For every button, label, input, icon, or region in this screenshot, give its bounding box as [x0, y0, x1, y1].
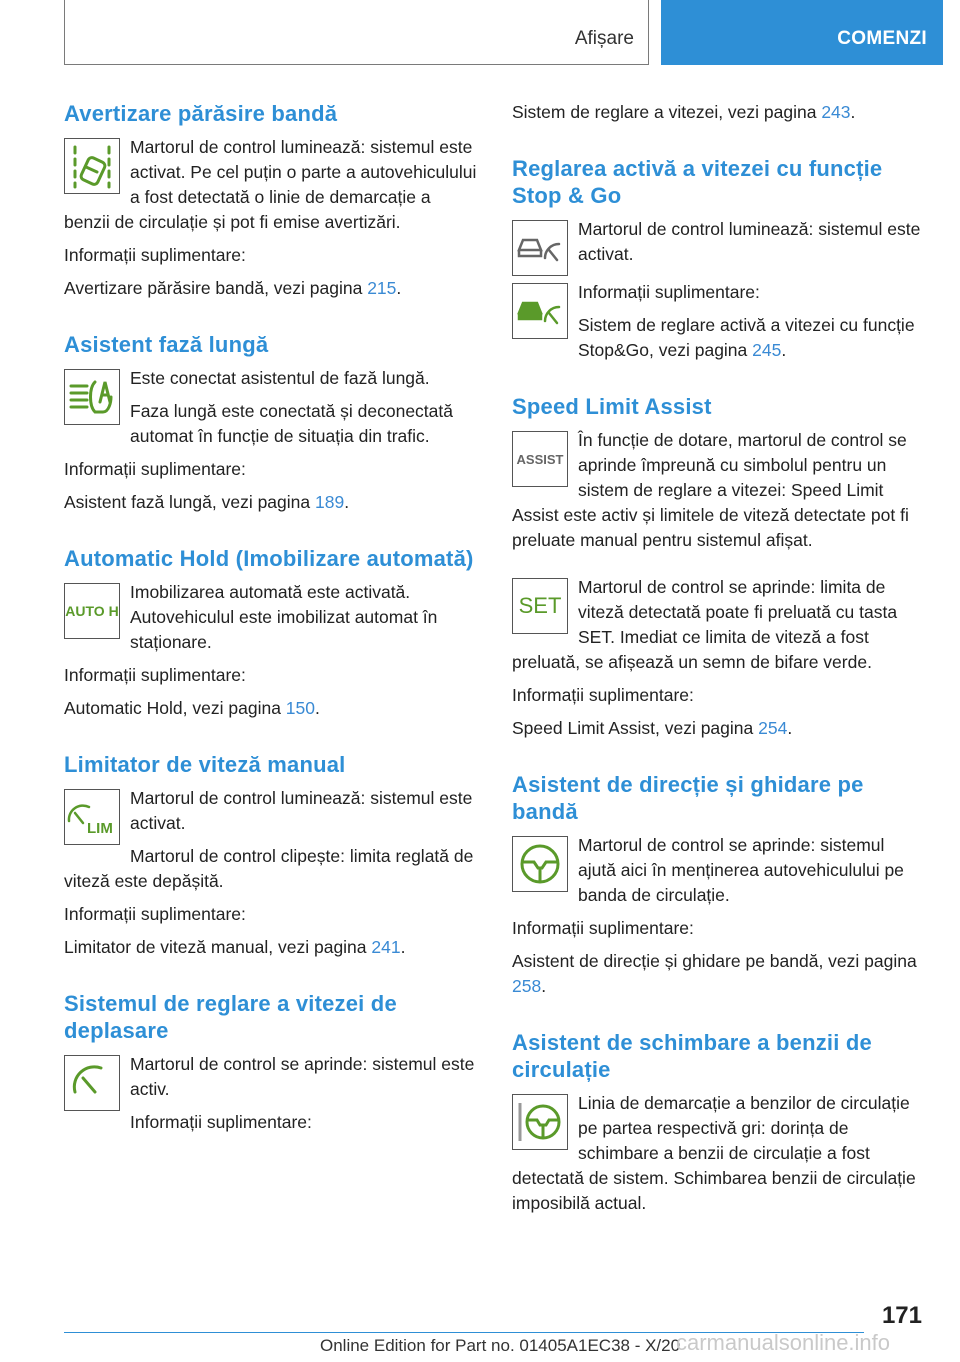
- reference-text: Limitator de viteză manual, vezi pagina: [64, 937, 372, 957]
- section-lane-change-assist: [512, 1029, 927, 1216]
- page-link[interactable]: 189: [315, 492, 345, 512]
- reference-text: Avertizare părăsire bandă, vezi pagina: [64, 278, 368, 298]
- section-description: Martorul de control clipește: limita reglată de viteză este depășită.: [64, 846, 474, 891]
- section-description: Martorul de control se aprinde: limita de viteză detectată poate fi preluată cu tasta SET. Imediat ce limita de viteză a fost preluată, se afișează un semn de bifare verde.: [512, 577, 898, 672]
- page-link[interactable]: 258: [512, 976, 542, 996]
- section-description: Martorul de control luminează: sistemul este activat.: [130, 788, 473, 833]
- page-reference: Asistent fază lungă, vezi pagina 189.: [64, 492, 350, 512]
- speed-limiter-icon: [64, 789, 120, 845]
- section-description: Linia de demarcație a benzilor de circulație pe partea respectivă gri: dorința de schimbare a benzii de circulație a fost detectată de sistem. Schimbarea benzii de circulație imposibilă actual.: [512, 1093, 916, 1213]
- high-beam-assist-icon: [64, 369, 120, 425]
- set-icon: [512, 578, 568, 634]
- reference-text: Asistent fază lungă, vezi pagina: [64, 492, 315, 512]
- acc-car-gray-icon: [512, 220, 568, 276]
- page-reference: Sistem de reglare a vitezei, vezi pagina 243.: [512, 102, 856, 122]
- lane-change-steering-icon: [512, 1094, 568, 1150]
- speed-limiter-icon-label: LIM: [87, 820, 113, 837]
- section-title: Sistemul de reglare a vitezei de deplasare: [64, 991, 397, 1043]
- section-description: Martorul de control se aprinde: sistemul este activ.: [130, 1054, 475, 1099]
- section-title: Reglarea activă a vitezei cu funcție Stop & Go: [512, 156, 883, 208]
- page-link[interactable]: 254: [758, 718, 788, 738]
- section-title: Asistent de direcție și ghidare pe bandă: [512, 772, 864, 824]
- section-title: Asistent de schimbare a benzii de circulație: [512, 1030, 872, 1082]
- info-label: Informații suplimentare:: [64, 459, 246, 479]
- reference-text: Automatic Hold, vezi pagina: [64, 698, 286, 718]
- section-description: Faza lungă este conectată și deconectată automat în funcție de situația din trafic.: [130, 401, 453, 446]
- cruise-control-icon: [64, 1055, 120, 1111]
- section-title: Avertizare părăsire bandă: [64, 101, 338, 126]
- section-description: Este conectat asistentul de fază lungă.: [130, 368, 430, 388]
- speed-limit-assist-icon: [512, 431, 568, 487]
- auto-hold-icon: [64, 583, 120, 639]
- section-steering-assist: [512, 771, 927, 999]
- reference-text: Speed Limit Assist, vezi pagina: [512, 718, 759, 738]
- info-label: Informații suplimentare:: [578, 282, 760, 302]
- page-reference: Speed Limit Assist, vezi pagina 254.: [512, 718, 793, 738]
- page-reference: Sistem de reglare activă a vitezei cu funcție Stop&Go, vezi pagina 245.: [578, 315, 915, 360]
- section-cruise-control-continued: [512, 100, 927, 125]
- page-reference: Avertizare părăsire bandă, vezi pagina 215.: [64, 278, 402, 298]
- reference-text: Sistem de reglare activă a vitezei cu funcție Stop&Go, vezi pagina: [578, 315, 915, 360]
- assist-icon-label: ASSIST: [516, 451, 564, 467]
- section-speed-limiter: [64, 751, 479, 960]
- section-high-beam: [64, 331, 479, 515]
- section-description: În funcție de dotare, martorul de control se aprinde împreună cu simbolul pentru un sistem de reglare a vitezei: Speed Limit Assist este activ și limitele de viteză detectate pot fi preluate manual pentru sistemul afișat.: [512, 430, 909, 550]
- page-reference: Automatic Hold, vezi pagina 150.: [64, 698, 320, 718]
- section-auto-hold: [64, 545, 479, 721]
- auto-hold-icon-label: AUTO H: [65, 603, 119, 619]
- section-title: Speed Limit Assist: [512, 394, 712, 419]
- steering-wheel-icon: [512, 836, 568, 892]
- page-link[interactable]: 241: [371, 937, 401, 957]
- section-description: Imobilizarea automată este activată. Autovehiculul este imobilizat automat în staționare.: [130, 582, 438, 652]
- page-link[interactable]: 215: [367, 278, 397, 298]
- section-title: Asistent fază lungă: [64, 332, 269, 357]
- header-section-label: Afișare: [574, 28, 634, 49]
- right-column: [512, 100, 927, 1246]
- section-speed-limit-assist: [512, 393, 927, 741]
- info-label: Informații suplimentare:: [130, 1112, 312, 1132]
- page-reference: Limitator de viteză manual, vezi pagina 241.: [64, 937, 406, 957]
- info-label: Informații suplimentare:: [64, 904, 246, 924]
- section-description: Martorul de control luminează: sistemul este activat.: [578, 219, 921, 264]
- info-label: Informații suplimentare:: [64, 665, 246, 685]
- section-title: Automatic Hold (Imobilizare automată): [64, 546, 474, 571]
- header-chapter-tab: [661, 0, 943, 65]
- info-label: Informații suplimentare:: [64, 245, 246, 265]
- footer-edition: Online Edition for Part no. 01405A1EC38 - X/20: [320, 1336, 681, 1355]
- set-icon-label: SET: [518, 593, 562, 618]
- reference-text: Sistem de reglare a vitezei, vezi pagina: [512, 102, 822, 122]
- section-description: Martorul de control luminează: sistemul este activat. Pe cel puțin o parte a autovehiculului a fost detectată o linie de demarcație a benzii de circulație și pot fi emise avertizări.: [64, 137, 477, 232]
- page-reference: Asistent de direcție și ghidare pe bandă, vezi pagina 258.: [512, 951, 917, 996]
- section-cruise-control: [64, 990, 479, 1135]
- page-link[interactable]: 243: [821, 102, 851, 122]
- page-number: 171: [881, 1302, 922, 1329]
- watermark: carmanualsonline.info: [676, 1330, 891, 1355]
- section-title: Limitator de viteză manual: [64, 752, 346, 777]
- header-chapter-label: COMENZI: [837, 28, 927, 49]
- left-column: [64, 100, 479, 1165]
- section-active-cruise-control: [512, 155, 927, 363]
- page-link[interactable]: 150: [285, 698, 315, 718]
- section-lane-departure: [64, 100, 479, 301]
- reference-text: Asistent de direcție și ghidare pe bandă, vezi pagina: [512, 951, 917, 971]
- info-label: Informații suplimentare:: [512, 918, 694, 938]
- section-description: Martorul de control se aprinde: sistemul ajută aici în menținerea autovehiculului pe banda de circulație.: [578, 835, 904, 905]
- page-link[interactable]: 245: [752, 340, 782, 360]
- acc-car-green-icon: [512, 283, 568, 339]
- lane-departure-icon: [64, 138, 120, 194]
- info-label: Informații suplimentare:: [512, 685, 694, 705]
- header-section-box: [64, 0, 649, 65]
